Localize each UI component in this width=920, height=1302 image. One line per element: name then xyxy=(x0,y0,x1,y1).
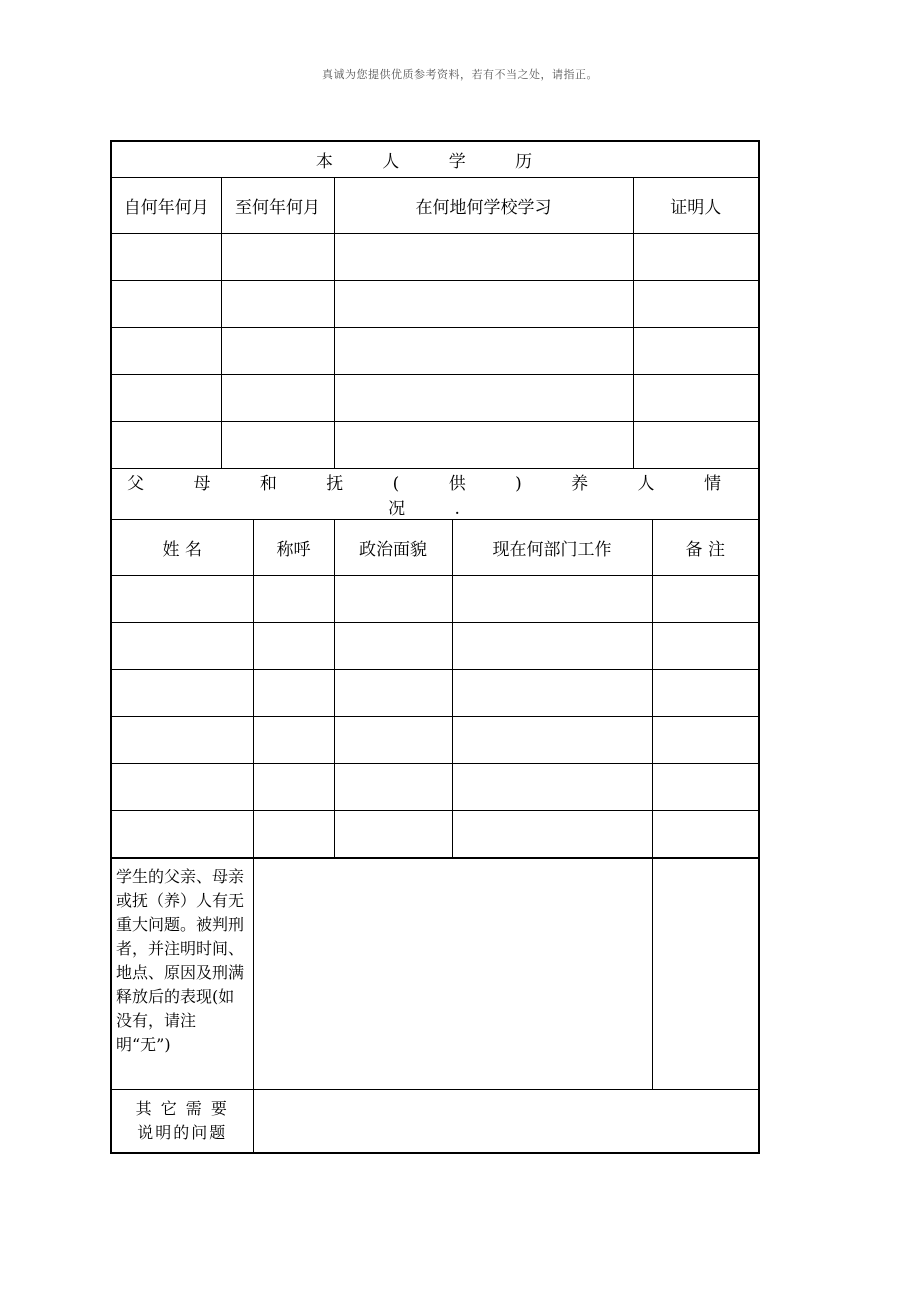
header-note: 真诚为您提供优质参考资料，若有不当之处，请指正。 xyxy=(322,68,598,81)
school-cell[interactable] xyxy=(334,234,633,281)
relation-cell[interactable] xyxy=(253,670,334,717)
other-content-cell[interactable] xyxy=(253,1090,758,1153)
table-row xyxy=(112,281,758,328)
workplace-cell[interactable] xyxy=(452,670,652,717)
from-date-cell[interactable] xyxy=(112,234,221,281)
name-cell[interactable] xyxy=(112,623,253,670)
other-label-line2: 说明的问题 xyxy=(137,1123,228,1142)
col-remarks: 备 注 xyxy=(652,520,758,576)
issues-remarks-cell[interactable] xyxy=(652,859,758,1090)
table-row xyxy=(112,764,758,811)
workplace-cell[interactable] xyxy=(452,623,652,670)
political-status-cell[interactable] xyxy=(334,717,452,764)
school-cell[interactable] xyxy=(334,375,633,422)
relation-cell[interactable] xyxy=(253,764,334,811)
col-school: 在何地何学校学习 xyxy=(334,178,633,234)
col-from-date: 自何年何月 xyxy=(112,178,221,234)
name-cell[interactable] xyxy=(112,670,253,717)
from-date-cell[interactable] xyxy=(112,328,221,375)
name-cell[interactable] xyxy=(112,764,253,811)
table-row xyxy=(112,670,758,717)
student-form xyxy=(110,140,760,1154)
col-relation: 称呼 xyxy=(253,520,334,576)
relation-cell[interactable] xyxy=(253,623,334,670)
from-date-cell[interactable] xyxy=(112,422,221,469)
remarks-cell[interactable] xyxy=(652,717,758,764)
witness-cell[interactable] xyxy=(633,328,758,375)
relation-cell[interactable] xyxy=(253,576,334,623)
remarks-cell[interactable] xyxy=(652,576,758,623)
col-witness: 证明人 xyxy=(633,178,758,234)
issues-content-cell[interactable] xyxy=(253,859,652,1090)
relation-cell[interactable] xyxy=(253,811,334,858)
other-label xyxy=(112,1090,253,1153)
name-cell[interactable] xyxy=(112,576,253,623)
school-cell[interactable] xyxy=(334,281,633,328)
workplace-cell[interactable] xyxy=(452,576,652,623)
col-workplace: 现在何部门工作 xyxy=(452,520,652,576)
remarks-cell[interactable] xyxy=(652,623,758,670)
to-date-cell[interactable] xyxy=(221,234,334,281)
issues-label: 学生的父亲、母亲或抚（养）人有无重大问题。被判刑者，并注明时间、地点、原因及刑满释放后的表现(如没有，请注明“无”) xyxy=(112,859,253,1090)
political-status-cell[interactable] xyxy=(334,623,452,670)
col-to-date: 至何年何月 xyxy=(221,178,334,234)
political-status-cell[interactable] xyxy=(334,576,452,623)
from-date-cell[interactable] xyxy=(112,281,221,328)
workplace-cell[interactable] xyxy=(452,764,652,811)
name-cell[interactable] xyxy=(112,811,253,858)
table-row xyxy=(112,328,758,375)
school-cell[interactable] xyxy=(334,422,633,469)
table-row xyxy=(112,375,758,422)
other-label-line1: 其 它 需 要 xyxy=(135,1099,229,1118)
remarks-cell[interactable] xyxy=(652,670,758,717)
col-name: 姓 名 xyxy=(112,520,253,576)
remarks-cell[interactable] xyxy=(652,811,758,858)
name-cell[interactable] xyxy=(112,717,253,764)
relation-cell[interactable] xyxy=(253,717,334,764)
witness-cell[interactable] xyxy=(633,422,758,469)
table-row xyxy=(112,811,758,858)
to-date-cell[interactable] xyxy=(221,375,334,422)
witness-cell[interactable] xyxy=(633,234,758,281)
to-date-cell[interactable] xyxy=(221,422,334,469)
workplace-cell[interactable] xyxy=(452,717,652,764)
col-political-status: 政治面貌 xyxy=(334,520,452,576)
education-title: 本 人 学 历 xyxy=(112,142,758,178)
table-row xyxy=(112,422,758,469)
political-status-cell[interactable] xyxy=(334,670,452,717)
issues-table xyxy=(112,858,758,1152)
table-row xyxy=(112,576,758,623)
to-date-cell[interactable] xyxy=(221,328,334,375)
to-date-cell[interactable] xyxy=(221,281,334,328)
from-date-cell[interactable] xyxy=(112,375,221,422)
workplace-cell[interactable] xyxy=(452,811,652,858)
witness-cell[interactable] xyxy=(633,281,758,328)
school-cell[interactable] xyxy=(334,328,633,375)
political-status-cell[interactable] xyxy=(334,764,452,811)
witness-cell[interactable] xyxy=(633,375,758,422)
table-row xyxy=(112,717,758,764)
table-row xyxy=(112,623,758,670)
family-table xyxy=(112,468,758,858)
education-table xyxy=(112,142,758,468)
table-row xyxy=(112,234,758,281)
family-title: 父 母 和 抚 ( 供 ) 养 人 情 况 . xyxy=(112,469,758,520)
remarks-cell[interactable] xyxy=(652,764,758,811)
political-status-cell[interactable] xyxy=(334,811,452,858)
